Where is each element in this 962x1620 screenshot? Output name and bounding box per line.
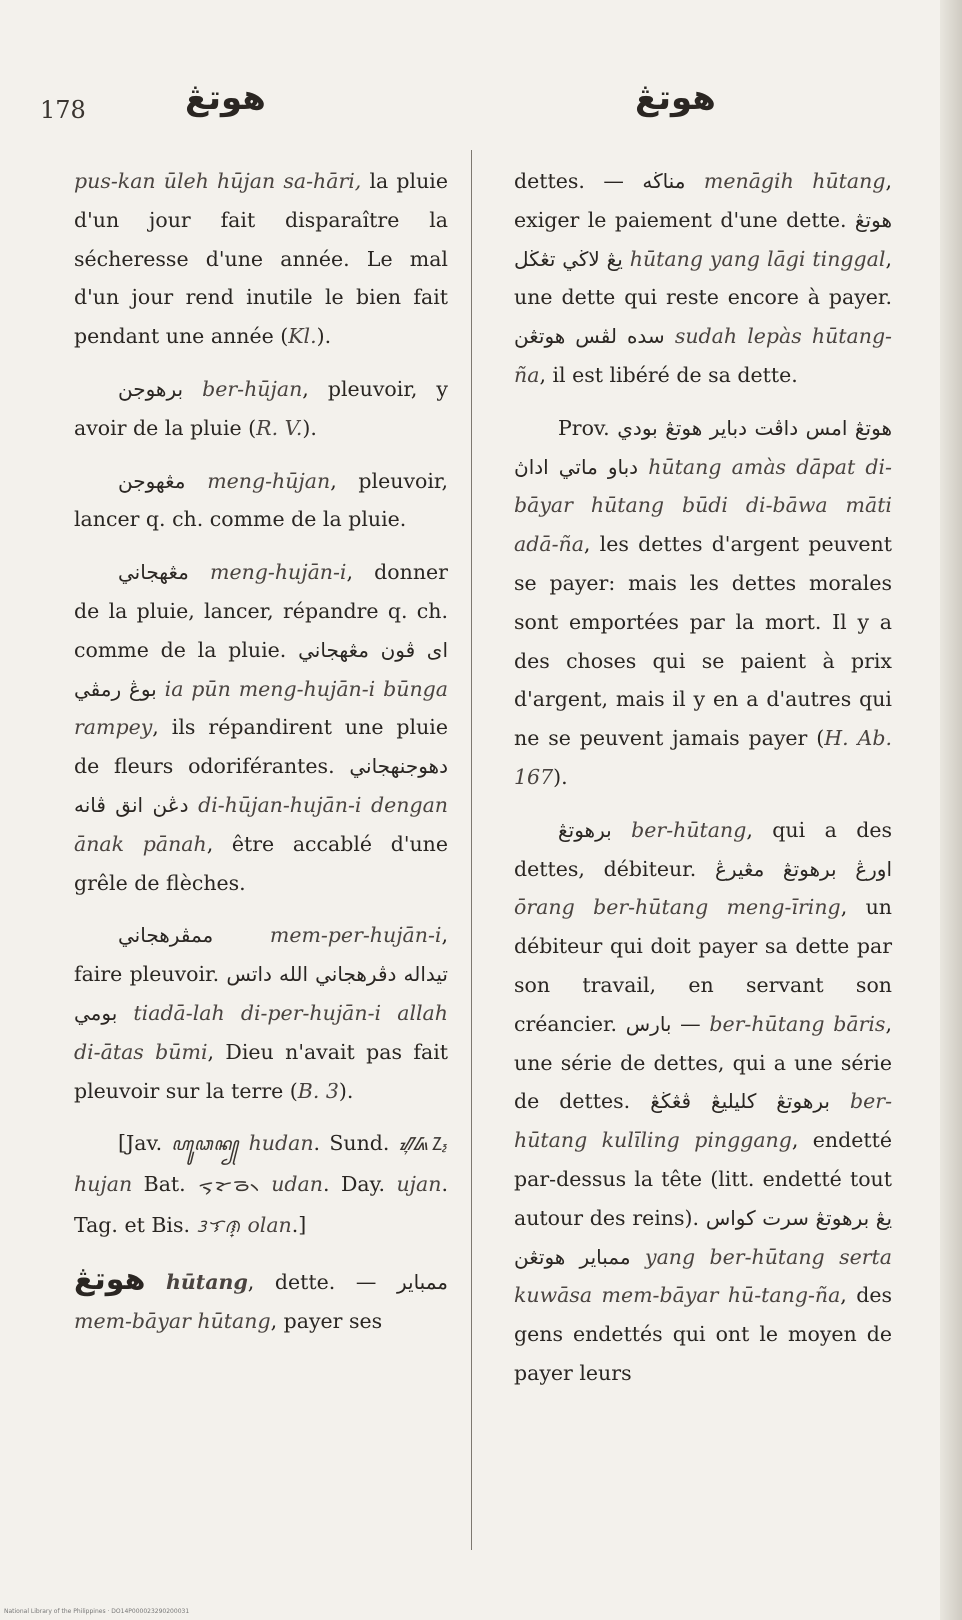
batak-script: ᯑᯮᯘᯉ᯲ bbox=[197, 1175, 260, 1197]
definition-text: , qui a des dettes, débiteur. bbox=[514, 817, 892, 881]
arabic-example: اى ڤون مڠهجاني بوڠ رمڤي bbox=[74, 637, 448, 701]
definition-text: , faire pleuvoir. bbox=[74, 923, 448, 987]
transliteration: ia pūn meng-hujān-i būnga rampey bbox=[74, 676, 448, 740]
arabic-example: بارس bbox=[625, 1011, 672, 1036]
text: ). bbox=[302, 415, 317, 440]
text: ). bbox=[553, 764, 568, 789]
arabic-headword: برهوجن bbox=[118, 376, 184, 401]
running-head-left: هوتڠ bbox=[185, 78, 266, 118]
transliteration: menāgih hūtang bbox=[703, 169, 886, 193]
text: ). bbox=[316, 324, 332, 349]
source-ref: B. 3 bbox=[297, 1078, 339, 1103]
definition-text: , dette. — bbox=[247, 1269, 397, 1294]
definition-text: , des gens endettés qui ont le moyen de payer leurs bbox=[514, 1283, 892, 1385]
arabic-headword: مڠهجاني bbox=[118, 560, 189, 585]
transliteration: yang ber-hūtang serta kuwāsa mem-bāyar hū-tang-ña bbox=[514, 1244, 892, 1308]
sundanese-script: ᮠᮥᮏᮔ᮪ bbox=[398, 1134, 448, 1156]
page-edge bbox=[940, 0, 962, 1620]
text: . Sund. bbox=[313, 1131, 399, 1156]
transliteration: olan bbox=[247, 1212, 292, 1237]
text: Prov. bbox=[558, 415, 618, 440]
transliteration: udan bbox=[271, 1172, 323, 1197]
definition-text: , payer ses bbox=[270, 1308, 383, 1333]
left-column bbox=[74, 162, 448, 1354]
arabic-example: تيدالە دڤرهجاني الله داتس بومي bbox=[74, 962, 448, 1025]
entry-paragraph bbox=[74, 553, 448, 902]
definition-text: , une dette qui reste encore à payer. bbox=[514, 246, 892, 310]
transliteration: mem-per-hujān-i bbox=[269, 923, 442, 948]
arabic-example: دهوجنهجاني دڠن انق ڤانه bbox=[74, 754, 448, 817]
transliteration: ber-hūjan bbox=[202, 376, 303, 401]
definition-text: , donner de la pluie, lancer, répandre q. ch. comme de la pluie. bbox=[74, 560, 448, 662]
etymology-paragraph bbox=[74, 1124, 448, 1246]
text: . Tag. et Bis. bbox=[74, 1172, 448, 1237]
definition-text: , un débiteur qui doit payer sa dette par son travail, en servant son créancier. bbox=[514, 895, 892, 1036]
entry-paragraph bbox=[514, 811, 892, 1393]
headword: hūtang bbox=[165, 1269, 248, 1294]
definition-text: , Dieu n'avait pas fait pleuvoir sur la terre ( bbox=[74, 1039, 448, 1103]
definition-text: , être accablé d'une grêle de flèches. bbox=[74, 831, 448, 895]
entry-paragraph bbox=[74, 1261, 448, 1341]
transliteration: ber-hūtang bāris bbox=[709, 1011, 886, 1036]
transliteration: ber-hūtang kulīling pinggang bbox=[514, 1089, 892, 1153]
text: [Jav. bbox=[118, 1131, 172, 1156]
definition-text: , endetté par-dessus la tête (litt. endetté tout autour des reins). bbox=[514, 1128, 893, 1230]
transliteration: di-hūjan-hujān-i dengan ānak pānah bbox=[74, 792, 448, 856]
entry-paragraph bbox=[74, 370, 448, 448]
definition-text: , exiger le paiement d'une dette. bbox=[514, 169, 892, 232]
transliteration: meng-hujān-i bbox=[210, 560, 347, 585]
right-column bbox=[514, 162, 892, 1407]
transliteration: tiadā-lah di-per-hujān-i allah di-ātas būmi bbox=[74, 1000, 448, 1064]
transliteration: pus-kan ūleh hūjan sa-hāri, bbox=[74, 169, 362, 193]
source-ref: H. Ab. 167 bbox=[514, 726, 892, 789]
scan-credit: National Library of the Philippines · DO14P000023290200031 bbox=[4, 1608, 190, 1615]
arabic-headword: ممڤرهجاني bbox=[118, 923, 214, 948]
definition-text: , ils répandirent une pluie de fleurs odoriférantes. bbox=[74, 715, 448, 779]
entry-paragraph bbox=[514, 162, 892, 395]
entry-paragraph bbox=[74, 916, 448, 1110]
transliteration: hujan bbox=[74, 1172, 133, 1197]
source-ref: R. V. bbox=[256, 415, 303, 440]
transliteration: mem-bāyar hūtang bbox=[74, 1308, 271, 1333]
arabic-headword: مڠهوجن bbox=[118, 468, 186, 493]
transliteration: ōrang ber-hūtang meng-īring bbox=[514, 895, 841, 920]
source-ref: Kl. bbox=[288, 324, 317, 349]
javanese-script: ꦲꦸꦣꦤ꧀ bbox=[171, 1134, 240, 1156]
transliteration: hudan bbox=[248, 1131, 314, 1156]
definition-text: , il est libéré de sa dette. bbox=[539, 362, 798, 387]
running-head-right: هوتڠ bbox=[635, 78, 716, 118]
definition-text: , une série de dettes, qui a une série de dettes. bbox=[514, 1011, 892, 1114]
column-divider bbox=[471, 150, 472, 1550]
definition-text: , les dettes d'argent peuvent se payer: mais les dettes morales sont emportées par la mort. Il y a des choses qui se paient à prix d'argent, mais il y en a d'autres qui ne se peuvent jamais payer ( bbox=[514, 532, 892, 751]
arabic-example: يڠ برهوتڠ سرت كواس ممباير هوتڠن bbox=[514, 1205, 893, 1269]
transliteration: sudah lepàs hūtang-ña bbox=[514, 324, 892, 387]
page-number: 178 bbox=[40, 96, 86, 124]
text: . Day. bbox=[322, 1172, 397, 1197]
transliteration: hūtang amàs dāpat di-bāyar hūtang būdi di-bāwa māti adā-ña bbox=[514, 454, 892, 557]
definition-text: la pluie d'un jour fait disparaître la sécheresse d'une année. Le mal d'un jour rend inutile le bien fait pendant une année ( bbox=[74, 169, 448, 349]
arabic-headword: هوتڠ bbox=[74, 1261, 146, 1297]
proverb-paragraph bbox=[514, 409, 892, 797]
text: — bbox=[671, 1011, 710, 1036]
definition-text: , pleuvoir, lancer q. ch. comme de la pluie. bbox=[74, 468, 448, 532]
text: Bat. bbox=[132, 1172, 198, 1197]
entry-paragraph bbox=[74, 162, 448, 356]
arabic-example: هوتڠ يڠ لاڬي تڠڬل bbox=[514, 207, 892, 271]
arabic-example: مناڬه bbox=[642, 169, 686, 193]
text: .] bbox=[291, 1212, 307, 1237]
arabic-proverb: هوتڠ امس داڤت دباير هوتڠ بودي دباو ماتي اداڽ bbox=[514, 415, 892, 479]
arabic-headword: برهوتڠ bbox=[558, 817, 612, 842]
definition-text: , pleuvoir, y avoir de la pluie ( bbox=[74, 376, 448, 440]
arabic-example: برهوتڠ كليليڠ ڤڠڬڠ bbox=[650, 1089, 830, 1114]
transliteration: ber-hūtang bbox=[631, 817, 747, 842]
transliteration: hūtang yang lāgi tinggal bbox=[629, 246, 886, 271]
transliteration: ujan bbox=[396, 1172, 442, 1197]
tagalog-script: ᜂᜎᜈ᜔ bbox=[196, 1215, 241, 1237]
transliteration: meng-hūjan bbox=[207, 468, 331, 493]
entry-paragraph bbox=[74, 462, 448, 540]
arabic-example: ممباير bbox=[396, 1269, 448, 1294]
text: ). bbox=[338, 1078, 354, 1103]
arabic-example: سده لڤس هوتڠن bbox=[514, 324, 665, 349]
arabic-example: اورڠ برهوتڠ مڠيرڠ bbox=[714, 856, 892, 881]
text: dettes. — bbox=[514, 169, 643, 193]
